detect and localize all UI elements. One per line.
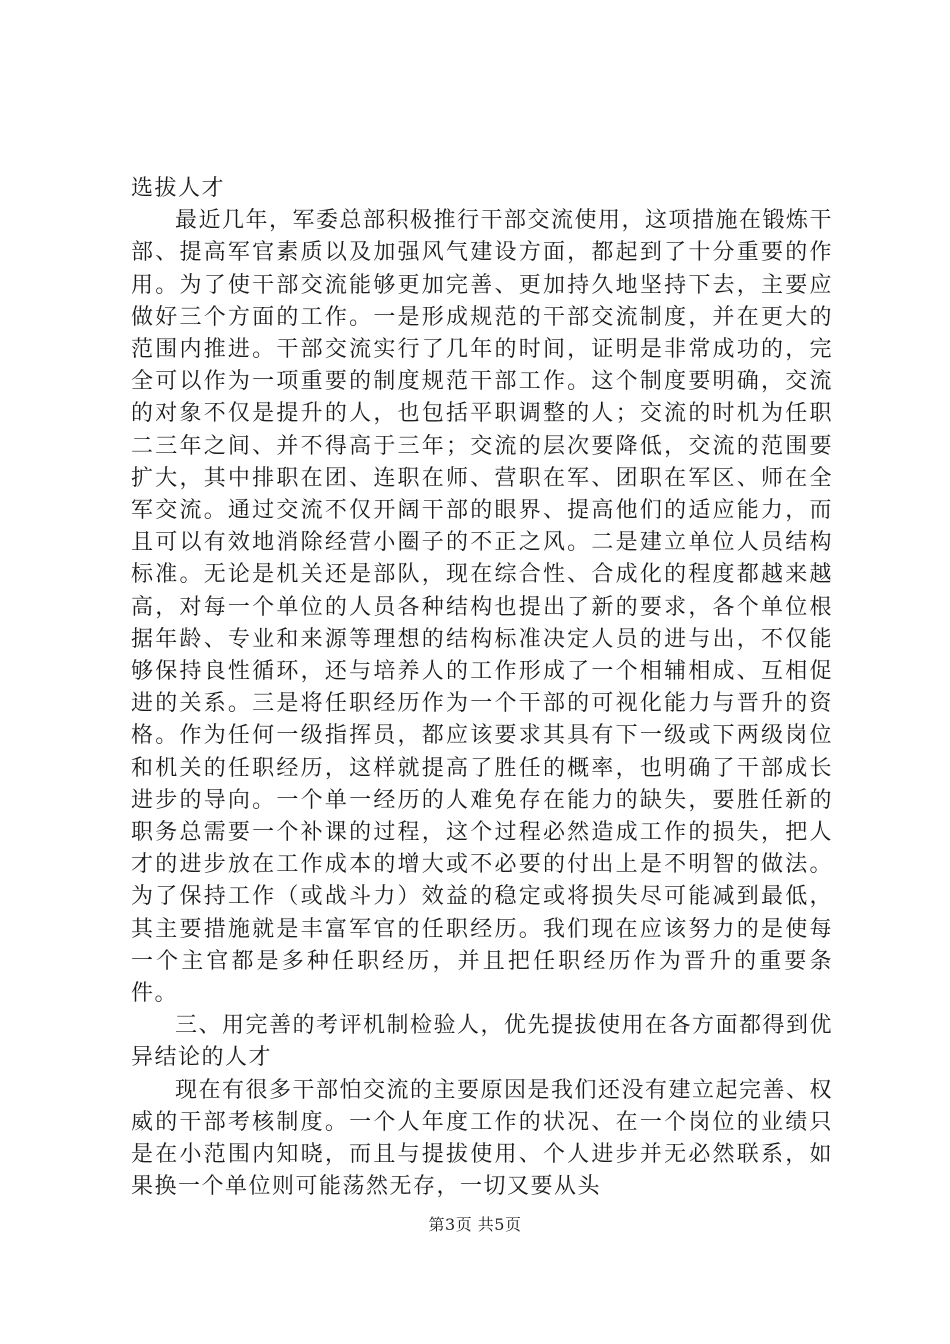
section-heading-three: 三、用完善的考评机制检验人，优先提拔使用在各方面都得到优异结论的人才 xyxy=(131,1013,834,1071)
cadre-exchange-paragraph: 最近几年，军委总部积极推行干部交流使用，这项措施在锻炼干部、提高军官素质以及加强风气建设方面，都起到了十分重要的作用。为了使干部交流能够更加完善、更加持久地坚持下去，主要应做好三个方面的工作。一是形成规范的干部交流制度，并在更大的范围内推进。干部交流实行了几年的时间，证明是非常成功的，完全可以作为一项重要的制度规范干部工作。这个制度要明确，交流的对象不仅是提升的人，也包括平职调整的人；交流的时机为任职二三年之间、并不得高于三年；交流的层次要降低，交流的范围要扩大，其中排职在团、连职在师、营职在军、团职在军区、师在全军交流。通过交流不仅开阔干部的眼界、提高他们的适应能力，而且可以有效地消除经营小圈子的不正之风。二是建立单位人员结构标准。无论是机关还是部队，现在综合性、合成化的程度都越来越高，对每一个单位的人员各种结构也提出了新的要求，各个单位根据年龄、专业和来源等理想的结构标准决定人员的进与出，不仅能够保持良性循环，还与培养人的工作形成了一个相辅相成、互相促进的关系。三是将任职经历作为一个干部的可视化能力与晋升的资格。作为任何一级指挥员，都应该要求其具有下一级或下两级岗位和机关的任职经历，这样就提高了胜任的概率，也明确了干部成长进步的导向。一个单一经历的人难免存在能力的缺失，要胜任新的职务总需要一个补课的过程，这个过程必然造成工作的损失，把人才的进步放在工作成本的增大或不必要的付出上是不明智的做法。为了保持工作（或战斗力）效益的稳定或将损失尽可能减到最低，其主要措施就是丰富军官的任职经历。我们现在应该努力的是使每一个主官都是多种任职经历，并且把任职经历作为晋升的重要条件。 xyxy=(131,208,834,1007)
continuation-line: 选拔人才 xyxy=(131,176,226,201)
assessment-paragraph: 现在有很多干部怕交流的主要原因是我们还没有建立起完善、权威的干部考核制度。一个人年度工作的状况、在一个岗位的业绩只是在小范围内知晓，而且与提拔使用、个人进步并无必然联系，如果换一个单位则可能荡然无存，一切又要从头 xyxy=(131,1077,834,1200)
page-number-footer: 第3页 共5页 xyxy=(428,1215,522,1234)
document-body xyxy=(131,173,833,1204)
